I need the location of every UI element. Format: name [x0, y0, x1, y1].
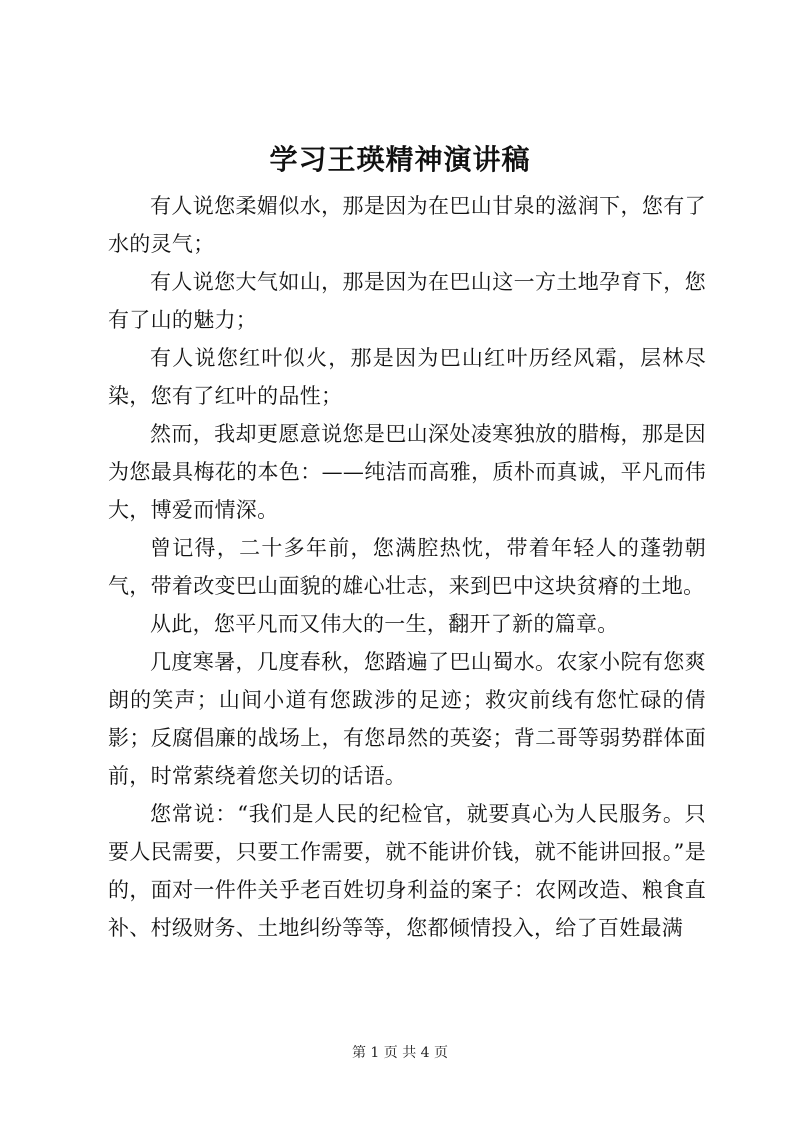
- paragraph-2: 有人说您大气如山，那是因为在巴山这一方土地孕育下，您有了山的魅力；: [108, 270, 706, 332]
- paragraph-5: 曾记得，二十多年前，您满腔热忱，带着年轻人的蓬勃朝气，带着改变巴山面貌的雄心壮志，来到巴中这块贫瘠的土地。: [108, 536, 706, 598]
- paragraph-1: 有人说您柔媚似水，那是因为在巴山甘泉的滋润下，您有了水的灵气；: [108, 194, 706, 256]
- document-title: 学习王瑛精神演讲稿: [269, 143, 531, 176]
- document-body: [108, 187, 706, 947]
- page-number-footer: 第 1 页 共 4 页: [351, 1045, 449, 1061]
- paragraph-3: 有人说您红叶似火，那是因为巴山红叶历经风霜，层林尽染，您有了红叶的品性；: [108, 346, 706, 408]
- paragraph-6: 从此，您平凡而又伟大的一生，翻开了新的篇章。: [150, 612, 619, 636]
- paragraph-4: 然而，我却更愿意说您是巴山深处凌寒独放的腊梅，那是因为您最具梅花的本色：——纯洁而高雅，质朴而真诚，平凡而伟大，博爱而情深。: [108, 422, 706, 522]
- paragraph-7: 几度寒暑，几度春秋，您踏遍了巴山蜀水。农家小院有您爽朗的笑声；山间小道有您跋涉的足迹；救灾前线有您忙碌的倩影；反腐倡廉的战场上，有您昂然的英姿；背二哥等弱势群体面前，时常萦绕着您关切的话语。: [108, 650, 706, 788]
- paragraph-8: 您常说：“我们是人民的纪检官，就要真心为人民服务。只要人民需要，只要工作需要，就不能讲价钱，就不能讲回报。”是的，面对一件件关乎老百姓切身利益的案子：农网改造、粮食直补、村级财务、土地纠纷等等，您都倾情投入，给了百姓最满: [108, 802, 706, 940]
